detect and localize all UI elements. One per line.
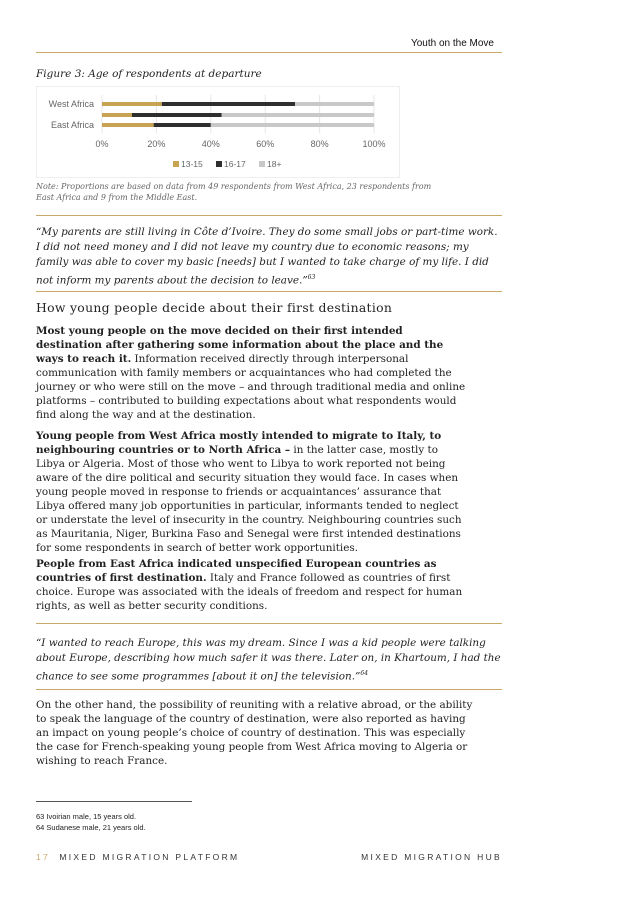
divider	[36, 623, 502, 624]
footnote-ref: 63	[307, 274, 316, 281]
legend-label: 13-15	[181, 159, 203, 169]
age-stacked-bar-chart	[37, 87, 399, 177]
figure-note: Note: Proportions are based on data from 49 respondents from West Africa, 23 respondents from East Africa and 9 from the Middle East.	[36, 182, 432, 202]
paragraph-2	[36, 429, 466, 555]
paragraph-1	[36, 324, 466, 422]
paragraph-lead: Most young people on the move decided on their first intended destination after gathering some information about the place and the ways to reach it.	[36, 325, 444, 365]
bar-segment-18+	[211, 123, 374, 127]
legend-label: 18+	[267, 159, 282, 169]
bar-segment-13-15	[102, 113, 132, 117]
paragraph-body: Italy and France followed as countries of first choice. Europe was associated with the ideals of freedom and respect for human rights, as well as better security conditions.	[36, 572, 463, 612]
bar-segment-13-15	[102, 123, 154, 127]
x-tick-label: 40%	[201, 139, 220, 149]
paragraph-lead: People from East Africa indicated unspecified European countries as countries of first destination.	[36, 558, 437, 584]
section-heading: How young people decide about their first destination	[36, 300, 393, 315]
paragraph-4: On the other hand, the possibility of reuniting with a relative abroad, or the ability to speak the language of the country of destination, were also reported as having an impact on young people’s choice of country of destination. This was especially the case for French-speaking young people from West Africa moving to Algeria or wishing to reach France.	[36, 699, 473, 767]
paragraph-3	[36, 557, 466, 613]
paragraph-body: Information received directly through interpersonal communication with family members or acquaintances who had completed the journey or who were still on the move – and through traditional media and online platforms – contributed to building expectations about what respondents would find along the way and at the destination.	[36, 353, 466, 421]
divider	[36, 291, 502, 292]
legend-swatch	[259, 161, 265, 167]
x-tick-label: 60%	[256, 139, 275, 149]
chart-container	[36, 86, 400, 178]
paragraph-body: in the latter case, mostly to Libya or Algeria. Most of those who went to Libya to work reported not being aware of the dire political and security situation they would face. In cases when young people moved in response to friends or acquaintances’ assurance that Libya offered many job opportunities in particular, informants tended to neglect or understate the level of insecurity in the country. Neighbouring countries such as Mauritania, Niger, Burkina Faso and Senegal were first intended destinations for some respondents in search of better work opportunities.	[36, 444, 462, 554]
divider	[36, 689, 502, 690]
report-brand: Youth on the Move	[410, 38, 494, 49]
bar-segment-18+	[295, 102, 374, 106]
page-number: 17	[36, 852, 51, 862]
bar-segment-13-15	[102, 102, 162, 106]
footer-publisher: MIXED MIGRATION PLATFORM	[59, 852, 240, 862]
bar-segment-18+	[222, 113, 374, 117]
legend-label: 16-17	[224, 159, 246, 169]
category-label: East Africa	[50, 120, 94, 130]
legend-swatch	[216, 161, 222, 167]
x-tick-label: 100%	[362, 139, 386, 149]
bar-segment-16-17	[132, 113, 222, 117]
bar-segment-16-17	[162, 102, 295, 106]
footnote: 63 Ivoirian male, 15 years old.	[36, 812, 137, 821]
divider	[36, 215, 502, 216]
paragraph-lead: Young people from West Africa mostly intended to migrate to Italy, to neighbouring countries or to North Africa –	[36, 430, 442, 456]
footnote-ref: 64	[360, 670, 369, 677]
quote-text: “My parents are still living in Côte d’Ivoire. They do some small jobs or part-time work. I did not need money and I did not leave my country due to economic reasons; my family was able to cover my basic [needs] but I wanted to take charge of my life. I did not inform my parents about the decision to leave.”	[36, 226, 498, 287]
quote-block-2	[36, 636, 504, 684]
header-rule	[36, 52, 502, 53]
quote-block-1	[36, 225, 504, 288]
footer-left	[36, 852, 239, 862]
bar-segment-16-17	[154, 123, 211, 127]
footnote-rule	[36, 801, 192, 802]
footnote: 64 Sudanese male, 21 years old.	[36, 823, 146, 832]
x-tick-label: 0%	[95, 139, 109, 149]
legend-swatch	[173, 161, 179, 167]
category-label: West Africa	[48, 99, 94, 109]
x-tick-label: 20%	[147, 139, 166, 149]
figure-title: Figure 3: Age of respondents at departure	[36, 68, 262, 80]
x-tick-label: 80%	[310, 139, 329, 149]
footer-right: MIXED MIGRATION HUB	[361, 852, 502, 862]
quote-text: “I wanted to reach Europe, this was my dream. Since I was a kid people were talking about Europe, describing how much safer it was there. Later on, in Khartoum, I had the chance to see some programmes [about it on] the television.”	[36, 637, 501, 683]
